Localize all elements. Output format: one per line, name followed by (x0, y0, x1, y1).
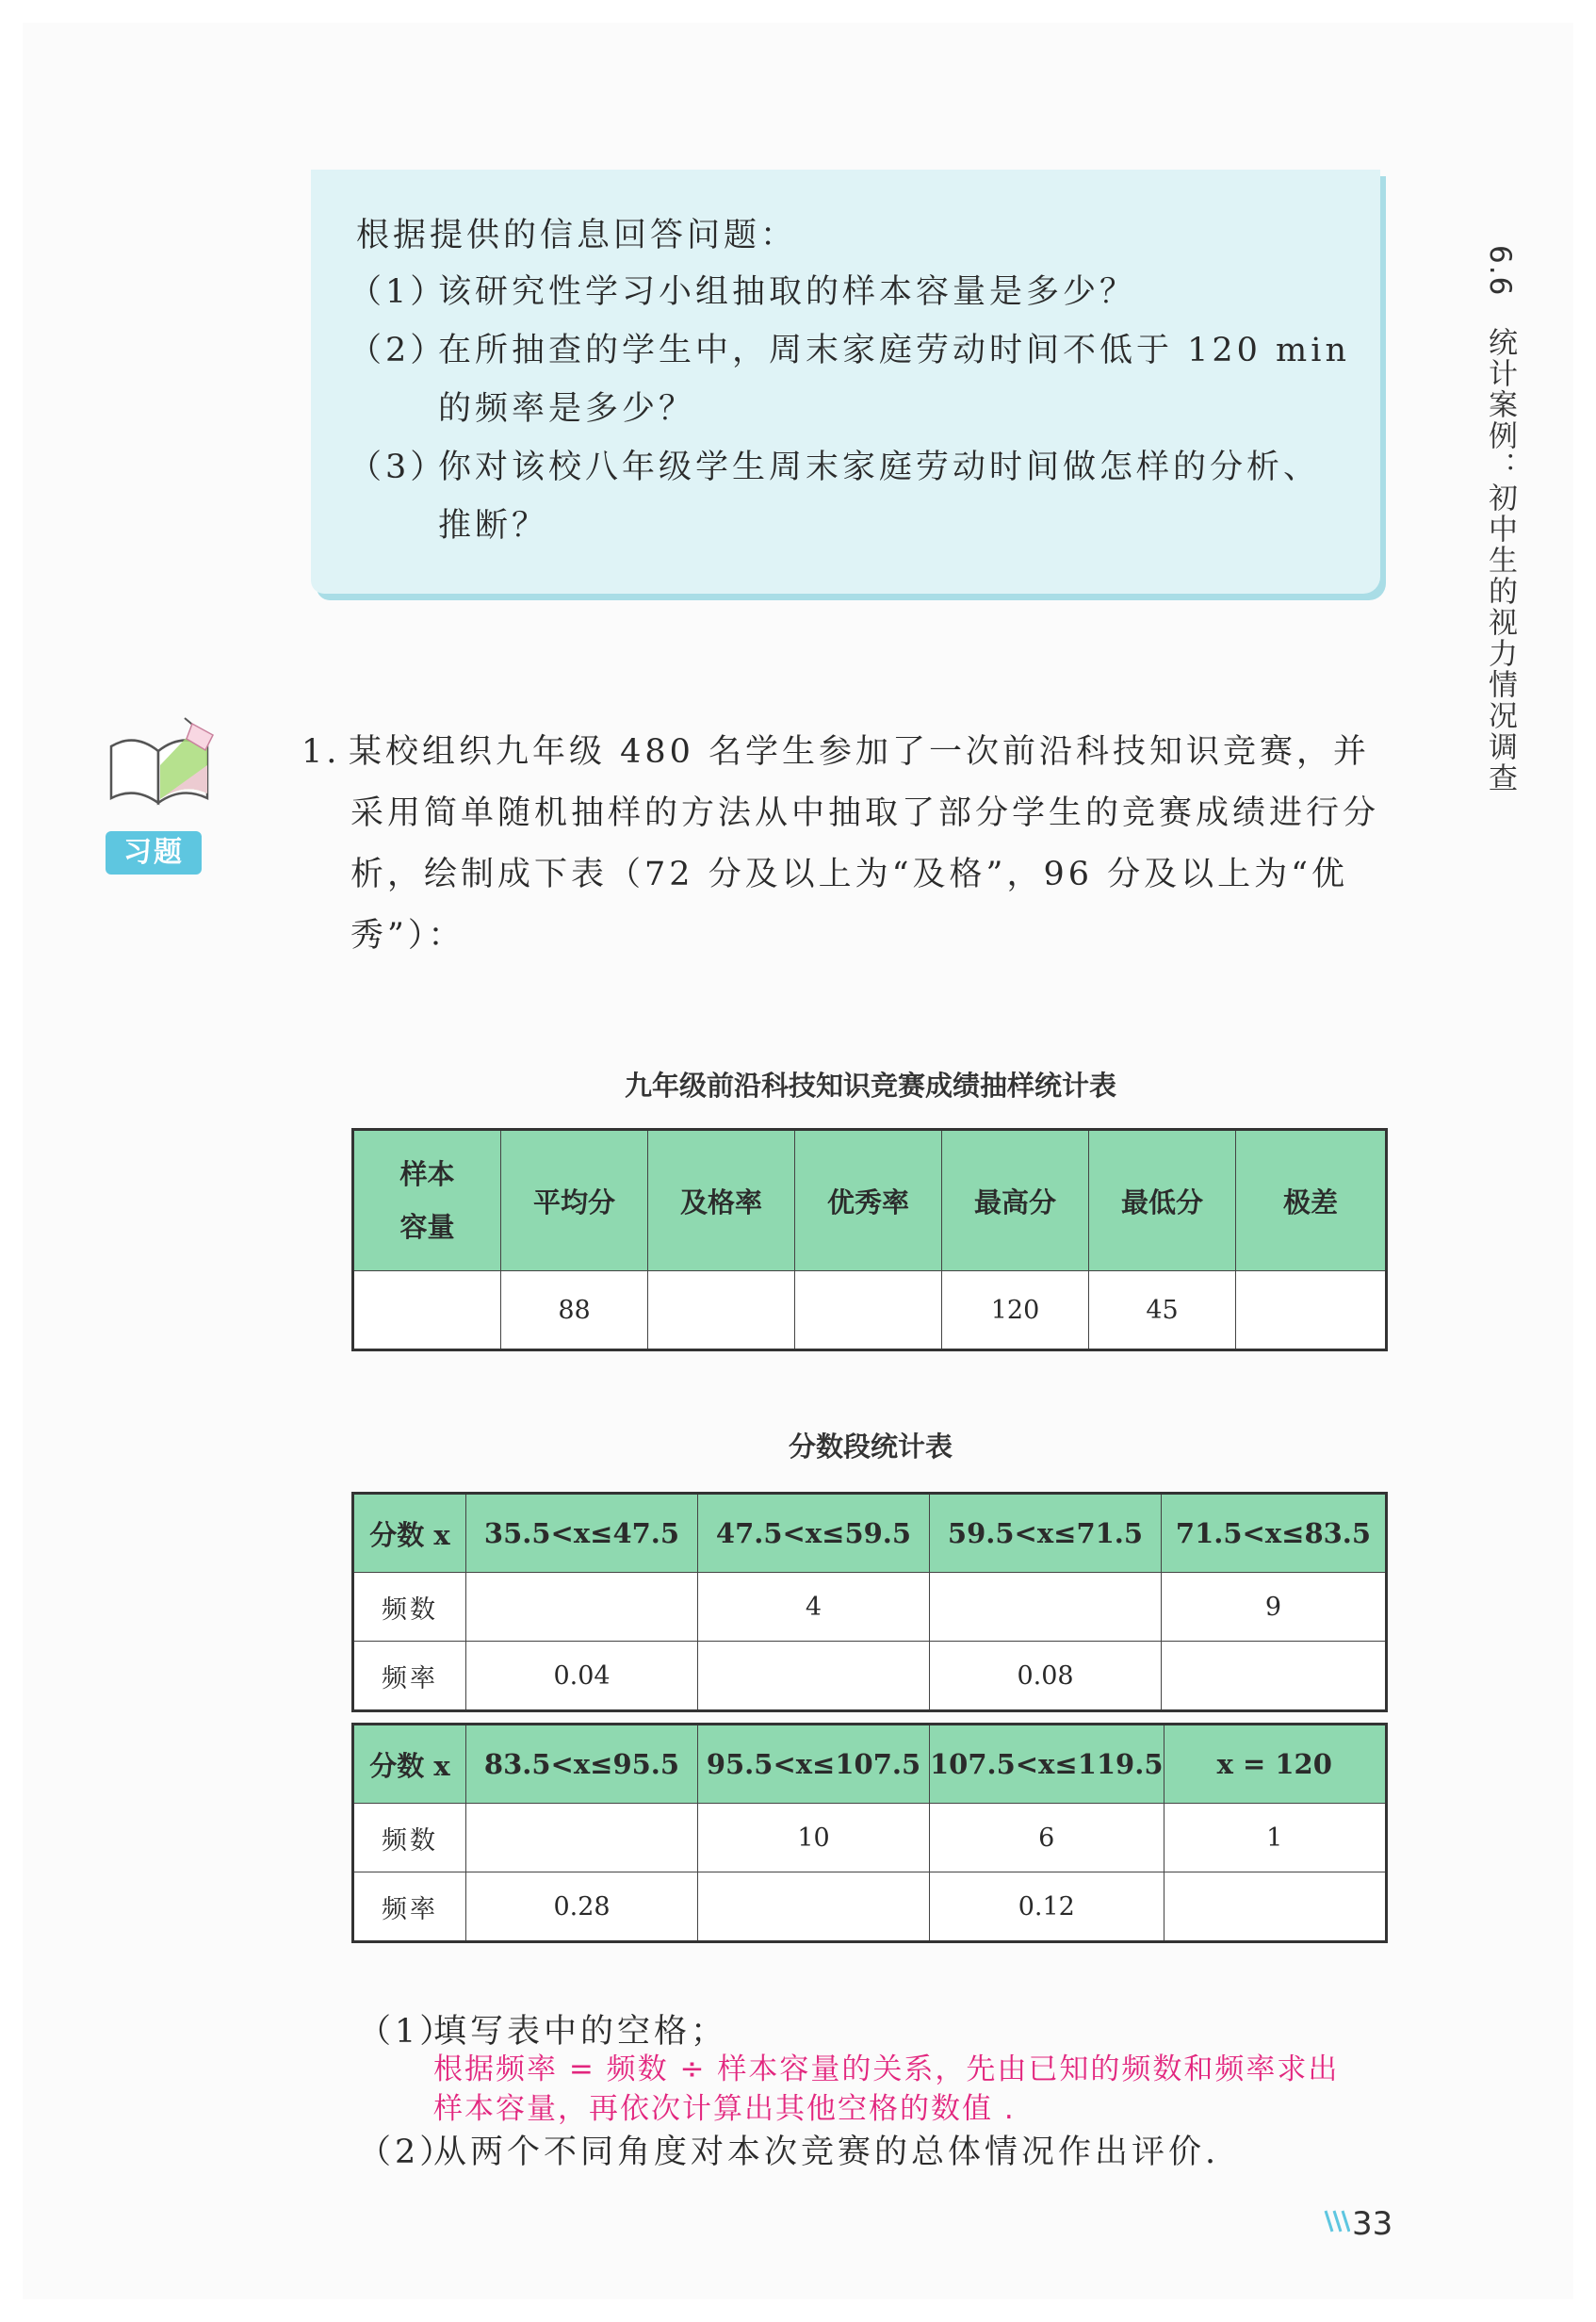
problem-line-1 (301, 726, 1370, 773)
header-max: 最高分 (942, 1130, 1089, 1271)
info-q3-num: （3） (349, 449, 448, 486)
band-header: 95.5<x≤107.5 (698, 1725, 930, 1804)
header-excellent-rate: 优秀率 (795, 1130, 942, 1271)
header-pass-rate: 及格率 (648, 1130, 795, 1271)
info-lead: 根据提供的信息回答问题： (356, 217, 798, 254)
band-header: 83.5<x≤95.5 (466, 1725, 698, 1804)
band-label-header: 分数 x (353, 1494, 466, 1573)
frequency-cell: 1 (1164, 1804, 1386, 1872)
rate-cell (698, 1642, 930, 1711)
rate-cell: 0.28 (466, 1872, 698, 1942)
band-header: 47.5<x≤59.5 (698, 1494, 930, 1573)
info-q2-num: （2） (349, 332, 448, 369)
table2-part2-header-row (353, 1725, 1387, 1804)
score-band-table-part2 (351, 1723, 1388, 1943)
subquestion-2-text: 从两个不同角度对本次竞赛的总体情况作出评价. (433, 2134, 1220, 2171)
cell-range (1236, 1271, 1387, 1350)
frequency-cell (466, 1573, 698, 1642)
table1-title: 九年级前沿科技知识竞赛成绩抽样统计表 (624, 1070, 1116, 1102)
header-sample-size: 样本 容量 (353, 1130, 501, 1271)
problem-line-3: 析，绘制成下表（72 分及以上为“及格”，96 分及以上为“优 (350, 856, 1349, 893)
cell-excellent-rate (795, 1271, 942, 1350)
cell-pass-rate (648, 1271, 795, 1350)
page-number: 33 (1352, 2205, 1393, 2243)
band-header: 35.5<x≤47.5 (466, 1494, 698, 1573)
frequency-label: 频数 (353, 1804, 466, 1872)
frequency-cell (466, 1804, 698, 1872)
band-label-header: 分数 x (353, 1725, 466, 1804)
band-header: 71.5<x≤83.5 (1162, 1494, 1387, 1573)
section-title: 统计案例：初中生的视力情况调查 (1483, 327, 1517, 794)
exercise-label: 习题 (106, 831, 202, 875)
frequency-cell: 9 (1162, 1573, 1387, 1642)
subquestion-2-num: （2） (358, 2134, 457, 2171)
decorative-slashes-icon (1324, 2207, 1350, 2235)
frequency-row (353, 1573, 1387, 1642)
frequency-label: 频数 (353, 1573, 466, 1642)
rate-cell: 0.12 (930, 1872, 1164, 1942)
frequency-row (353, 1804, 1387, 1872)
subquestion-1-text: 填写表中的空格； (433, 2013, 728, 2051)
table1-header-row (353, 1130, 1387, 1271)
open-book-icon (102, 709, 220, 812)
frequency-cell: 4 (698, 1573, 930, 1642)
info-q3 (349, 441, 1320, 488)
rate-cell: 0.04 (466, 1642, 698, 1711)
frequency-cell: 10 (698, 1804, 930, 1872)
rate-cell (1164, 1872, 1386, 1942)
table1-value-row (353, 1271, 1387, 1350)
subquestion-1-num: （1） (358, 2013, 457, 2051)
table2-title: 分数段统计表 (788, 1431, 953, 1463)
hint-line-2: 样本容量，再依次计算出其他空格的数值 . (433, 2092, 1016, 2126)
header-average: 平均分 (501, 1130, 648, 1271)
info-q1-text: 该研究性学习小组抽取的样本容量是多少？ (438, 273, 1137, 311)
problem-line-2: 采用简单随机抽样的方法从中抽取了部分学生的竞赛成绩进行分 (350, 794, 1380, 832)
table2-part1-header-row (353, 1494, 1387, 1573)
band-header: 59.5<x≤71.5 (930, 1494, 1162, 1573)
rate-label: 频率 (353, 1872, 466, 1942)
section-number: 6.6 (1483, 245, 1517, 298)
frequency-cell: 6 (930, 1804, 1164, 1872)
cell-min: 45 (1089, 1271, 1236, 1350)
info-q2-text-b: 的频率是多少？ (438, 390, 696, 428)
frequency-cell (930, 1573, 1162, 1642)
problem-line-4: 秀”）： (350, 917, 465, 955)
info-q1-num: （1） (349, 273, 448, 311)
rate-label: 频率 (353, 1642, 466, 1711)
info-q3-text-a: 你对该校八年级学生周末家庭劳动时间做怎样的分析、 (438, 449, 1321, 486)
side-running-header (1479, 245, 1522, 793)
cell-average: 88 (501, 1271, 648, 1350)
subquestion-2 (358, 2126, 1219, 2173)
problem-text-1: 某校组织九年级 480 名学生参加了一次前沿科技知识竞赛，并 (349, 733, 1371, 771)
info-box (311, 170, 1380, 594)
cell-max: 120 (942, 1271, 1089, 1350)
info-q2-text-a: 在所抽查的学生中，周末家庭劳动时间不低于 120 min (438, 332, 1350, 369)
info-q2 (349, 324, 1350, 371)
rate-row (353, 1872, 1387, 1942)
band-header: x = 120 (1164, 1725, 1386, 1804)
info-q1 (349, 266, 1136, 313)
rate-cell: 0.08 (930, 1642, 1162, 1711)
rate-row (353, 1642, 1387, 1711)
header-min: 最低分 (1089, 1130, 1236, 1271)
band-header: 107.5<x≤119.5 (930, 1725, 1164, 1804)
hint-line-1: 根据频率 = 频数 ÷ 样本容量的关系，先由已知的频数和频率求出 (433, 2052, 1340, 2086)
info-q3-text-b: 推断？ (438, 507, 549, 545)
rate-cell (698, 1872, 930, 1942)
cell-sample-size (353, 1271, 501, 1350)
score-band-table-part1 (351, 1492, 1388, 1712)
problem-number: 1. (301, 733, 341, 771)
header-range: 极差 (1236, 1130, 1387, 1271)
rate-cell (1162, 1642, 1387, 1711)
score-summary-table (351, 1128, 1388, 1351)
